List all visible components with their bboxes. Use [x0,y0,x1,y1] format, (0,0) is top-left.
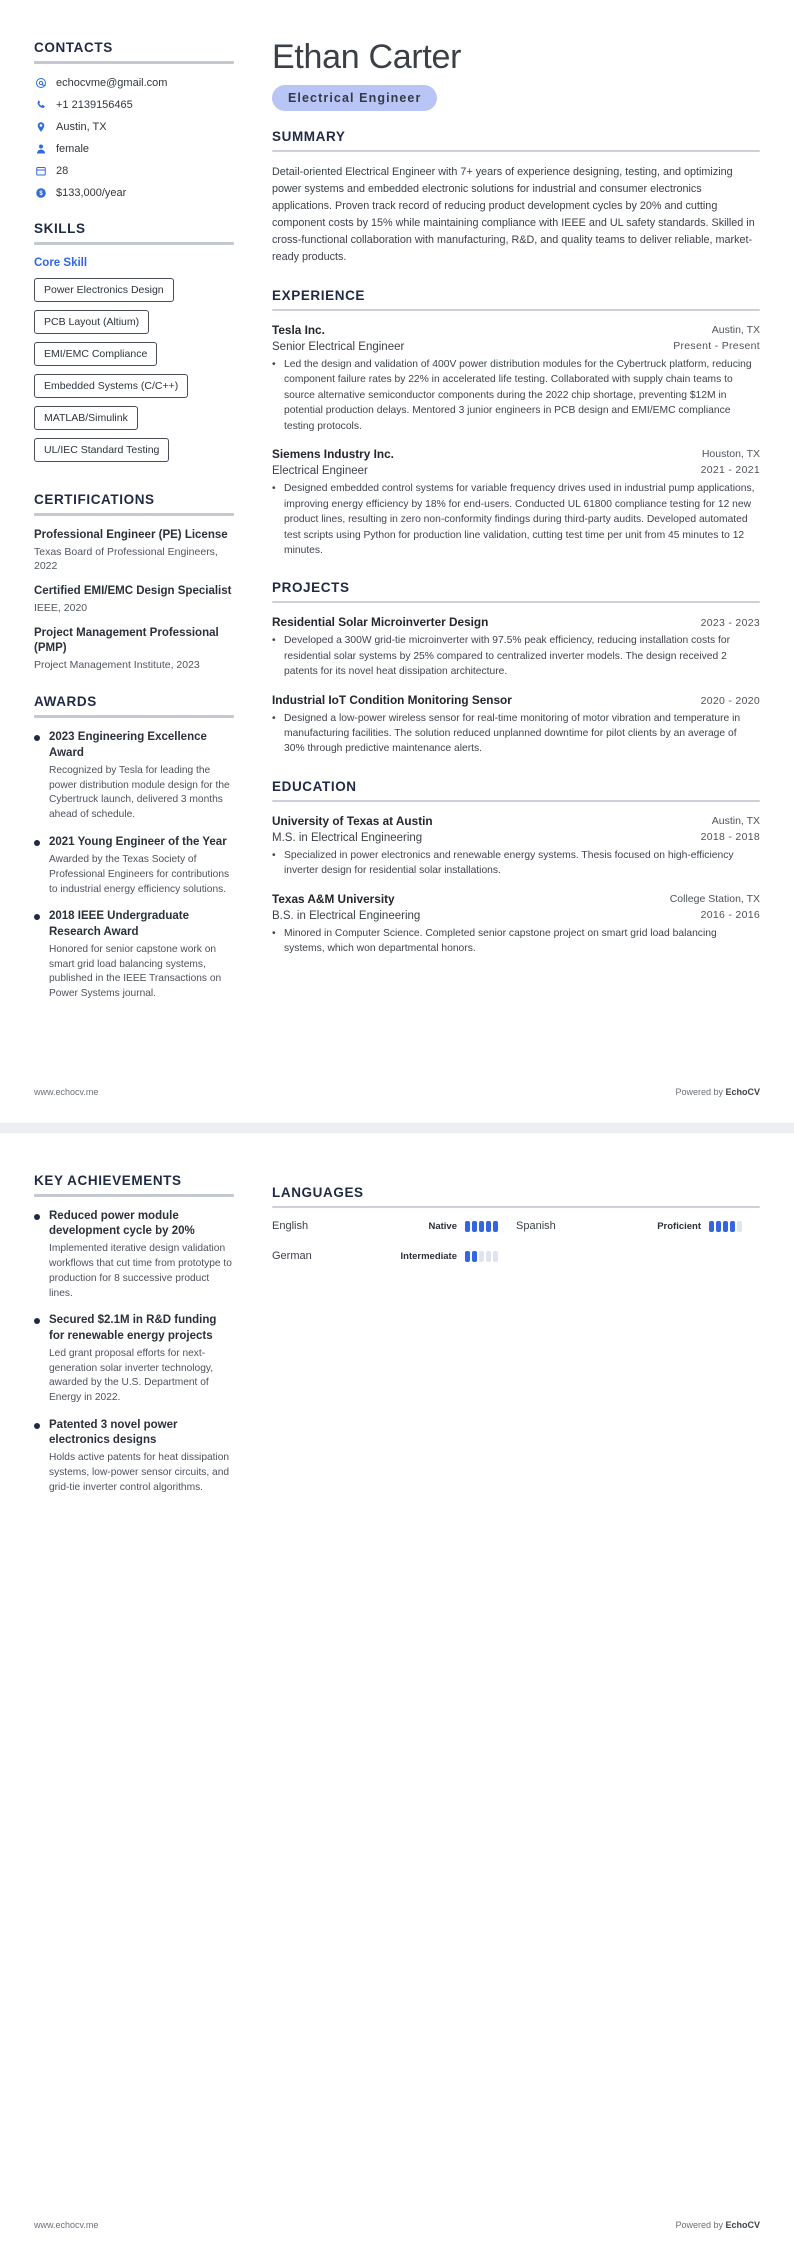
experience-bullet-text: Led the design and validation of 400V power distribution modules for the Cybertruck platform, reducing component failure rates by 22% in accelerated life testing. Collaborated with supply chain teams to source alternative semiconductor components during the 2022 chip shortage, preventing $12M in potential production delays. Mentored 3 junior engineers in PCB design and EMI/EMC compliance testing protocols. [284,358,752,432]
contact-value: Austin, TX [56,120,107,133]
bullet-marker-icon: • [272,358,276,370]
award-description: Awarded by the Texas Society of Professional Engineers for contributions to industrial energy efficiency solutions. [49,854,230,895]
award-body [49,835,234,898]
certification-name: Certified EMI/EMC Design Specialist [34,585,232,598]
skill-chip: Embedded Systems (C/C++) [34,374,188,398]
project-dates: 2020 - 2020 [700,694,760,707]
footer-branding [675,2220,760,2230]
sidebar-column [34,40,252,1024]
project-name: Industrial IoT Condition Monitoring Sensor [272,692,512,707]
certification-org: IEEE, 2020 [34,602,88,615]
education-degree-line [272,830,760,846]
award-title: 2021 Young Engineer of the Year [49,835,227,848]
experience-location: Houston, TX [701,448,760,461]
languages-section [272,1185,760,1262]
footer-branding [675,1087,760,1097]
language-item [272,1250,516,1262]
experience-heading: EXPERIENCE [272,287,366,303]
resume-page-2 [0,1133,794,2256]
project-bullets [272,633,760,679]
rating-dot [730,1221,735,1232]
language-name: Spanish [516,1220,556,1232]
project-name: Residential Solar Microinverter Design [272,615,489,630]
experience-section [272,288,760,558]
rating-dot [723,1221,728,1232]
location-pin-icon [34,120,47,133]
key-achievements-section [34,1173,234,1496]
rating-dot [479,1251,484,1262]
experience-org-line [272,447,760,463]
experience-job-title: Electrical Engineer [272,465,368,478]
salary-icon [34,186,47,199]
education-bullet [272,848,760,879]
bullet-dot-icon [34,840,40,846]
contacts-section [34,40,234,199]
skills-section [34,221,234,470]
contact-item-age [34,164,234,177]
resume-page-1 [0,0,794,1123]
page-1-footer [34,1087,760,1097]
skill-group-label: Core Skill [34,257,88,269]
main-column [252,40,760,979]
education-entry [272,892,760,957]
achievement-title: Reduced power module development cycle by 20% [49,1210,195,1238]
skill-chip: UL/IEC Standard Testing [34,438,169,462]
section-divider [272,800,760,802]
summary-section [272,129,760,266]
page-separator [0,1123,794,1133]
experience-job-title: Senior Electrical Engineer [272,340,405,353]
section-divider [272,601,760,603]
rating-dot [716,1221,721,1232]
rating-dot [493,1221,498,1232]
language-rating-group [401,1251,499,1262]
contact-item-phone[interactable] [34,98,234,111]
contact-item-location [34,120,234,133]
skill-chip: EMI/EMC Compliance [34,342,157,366]
language-rating-group [428,1221,498,1232]
certifications-heading: CERTIFICATIONS [34,492,155,507]
achievement-item [34,1313,234,1405]
certification-item [34,584,234,615]
footer-brand-name: EchoCV [725,2220,760,2230]
project-entry [272,693,760,757]
section-divider [272,309,760,311]
contact-value: echocvme@gmail.com [56,76,168,89]
award-title: 2018 IEEE Undergraduate Research Award [49,910,189,938]
award-body [49,909,234,1001]
awards-heading: AWARDS [34,694,97,710]
bullet-marker-icon: • [272,635,276,647]
sidebar-column-page2 [34,1173,252,1518]
education-org-line [272,892,760,908]
education-degree: B.S. in Electrical Engineering [272,909,421,922]
experience-entry [272,323,760,434]
award-description: Honored for senior capstone work on smart grid load balancing systems, published in the IEEE Transactions on Power Systems journal. [49,943,222,1000]
language-rating-dots [465,1251,498,1262]
languages-heading: LANGUAGES [272,1185,364,1200]
rating-dot [493,1251,498,1262]
email-icon [34,76,47,89]
rating-dot [472,1251,477,1262]
experience-bullets [272,481,760,558]
bullet-marker-icon: • [272,712,276,724]
certification-org: Project Management Institute, 2023 [34,659,200,672]
education-school: University of Texas at Austin [272,813,433,828]
rating-dot [465,1221,470,1232]
award-item [34,730,234,822]
page-2-columns [34,1173,760,1518]
contact-item-email[interactable] [34,76,234,89]
contact-value: female [56,142,90,155]
footer-website[interactable]: www.echocv.me [34,1087,99,1097]
education-bullets [272,848,760,879]
education-location: College Station, TX [669,892,760,905]
section-divider [34,242,234,245]
award-item [34,835,234,898]
bullet-marker-icon: • [272,849,276,861]
contacts-heading: CONTACTS [34,40,113,55]
education-entry [272,814,760,879]
candidate-name: Ethan Carter [272,38,462,76]
award-description: Recognized by Tesla for leading the power distribution module design for the Cybertruck launch, delivered 3 months ahead of schedule. [49,764,230,821]
education-bullets [272,926,760,957]
language-level: Native [428,1220,457,1232]
achievement-description: Holds active patents for heat dissipation systems, low-power sensor circuits, and grid-tie inverter control algorithms. [49,1452,230,1493]
experience-bullets [272,357,760,434]
section-divider [34,513,234,516]
skill-chip-list [34,278,234,470]
bullet-marker-icon: • [272,927,276,939]
education-org-line [272,814,760,830]
project-bullet-text: Designed a low-power wireless sensor for real-time monitoring of motor vibration and temperature in manufacturing facilities. The solution reduced unplanned downtime for pilot clients by an average of 30% through predictive maintenance alerts. [284,712,741,755]
projects-heading: PROJECTS [272,580,350,596]
rating-dot [479,1221,484,1232]
project-dates: 2023 - 2023 [700,617,760,630]
project-entry [272,615,760,679]
section-divider [34,61,234,64]
project-head-line [272,615,760,631]
achievement-body [49,1313,234,1405]
calendar-icon [34,164,47,177]
bullet-dot-icon [34,1423,40,1429]
projects-section [272,580,760,756]
bullet-dot-icon [34,1214,40,1220]
certifications-section [34,492,234,672]
awards-section [34,694,234,1001]
language-item [272,1220,516,1232]
skills-heading: SKILLS [34,221,86,236]
rating-dot [737,1221,742,1232]
resume-header [272,40,760,111]
language-level: Proficient [657,1220,701,1232]
footer-brand-name: EchoCV [725,1087,760,1097]
project-head-line [272,693,760,709]
achievement-title: Secured $2.1M in R&D funding for renewable energy projects [49,1314,217,1342]
education-dates: 2016 - 2016 [700,908,760,921]
summary-text: Detail-oriented Electrical Engineer with 7+ years of experience designing, testing, and optimizing power systems and embedded electronic solutions for industrial and consumer electronics applications. Proven track record of reducing product development cycles by 20% and cutting component costs by 15% while maintaining compliance with IEEE and UL safety standards. Skilled in cross-functional collaboration with manufacturing, R&D, and quality teams to deliver reliable, market-ready products. [272,165,755,263]
experience-dates: Present - Present [673,339,760,352]
award-item [34,909,234,1001]
education-degree-line [272,908,760,924]
award-title: 2023 Engineering Excellence Award [49,731,207,759]
footer-website[interactable]: www.echocv.me [34,2220,99,2230]
achievement-body [49,1418,234,1496]
achievement-item [34,1209,234,1301]
language-name: German [272,1250,312,1262]
language-rating-group [657,1221,742,1232]
skill-chip: Power Electronics Design [34,278,174,302]
contact-item-salary [34,186,234,199]
education-location: Austin, TX [711,814,760,827]
rating-dot [472,1221,477,1232]
achievement-body [49,1209,234,1301]
contact-value: 28 [56,164,69,177]
section-divider [272,150,760,152]
project-bullet-text: Developed a 300W grid-tie microinverter with 97.5% peak efficiency, reducing installation costs for residential solar systems by 25% compared to centralized inverter models. The design received 2 patents for its novel heat dissipation architecture. [284,635,731,678]
language-list [272,1220,760,1262]
certification-org: Texas Board of Professional Engineers, 2022 [34,545,218,573]
rating-dot [709,1221,714,1232]
rating-dot [486,1221,491,1232]
achievement-title: Patented 3 novel power electronics designs [49,1418,178,1447]
svg-text:$: $ [38,190,43,197]
achievement-description: Implemented iterative design validation workflows that cut time from prototype to production for 8 successive product lines. [49,1243,232,1299]
achievement-item [34,1418,234,1496]
language-rating-dots [709,1221,742,1232]
language-item [516,1220,760,1232]
bullet-marker-icon: • [272,483,276,495]
experience-title-line [272,339,760,355]
candidate-role-badge: Electrical Engineer [272,85,437,111]
experience-title-line [272,463,760,479]
project-bullet [272,633,760,679]
award-body [49,730,234,822]
contact-value: $133,000/year [56,186,127,199]
rating-dot [486,1251,491,1262]
education-heading: EDUCATION [272,778,357,794]
skill-chip: PCB Layout (Altium) [34,310,149,334]
section-divider [34,1194,234,1197]
certification-name: Project Management Professional (PMP) [34,627,219,655]
experience-bullet [272,357,760,434]
bullet-dot-icon [34,914,40,920]
language-name: English [272,1220,309,1232]
page-1-columns [34,40,760,1024]
experience-org-line [272,323,760,339]
experience-company: Siemens Industry Inc. [272,447,394,462]
section-divider [34,715,234,718]
person-icon [34,142,47,155]
contact-item-gender [34,142,234,155]
experience-location: Austin, TX [711,323,760,336]
education-dates: 2018 - 2018 [700,830,760,843]
certification-name: Professional Engineer (PE) License [34,529,228,541]
certification-item [34,528,234,573]
footer-powered-label: Powered by [675,1087,726,1097]
education-section [272,779,760,957]
project-bullet [272,711,760,757]
phone-icon [34,98,47,111]
project-bullets [272,711,760,757]
education-bullet-text: Specialized in power electronics and renewable energy systems. Thesis focused on high-efficiency inverter design for residential solar installations. [284,849,734,877]
education-bullet [272,926,760,957]
language-level: Intermediate [400,1250,457,1262]
experience-bullet [272,481,760,558]
achievement-description: Led grant proposal efforts for next-generation solar inverter technology, awarded by the U.S. Department of Energy in 2022. [49,1347,214,1404]
contact-value: +1 2139156465 [56,98,133,111]
certification-item [34,626,234,672]
bullet-dot-icon [34,1318,40,1324]
key-achievements-heading: KEY ACHIEVEMENTS [34,1173,182,1188]
rating-dot [465,1251,470,1262]
page-2-footer [34,2220,760,2230]
education-school: Texas A&M University [272,891,395,906]
main-column-page2 [252,1173,760,1284]
bullet-dot-icon [34,735,40,741]
footer-powered-label: Powered by [675,2220,726,2230]
language-rating-dots [465,1221,498,1232]
experience-entry [272,447,760,558]
experience-company: Tesla Inc. [272,322,325,337]
education-bullet-text: Minored in Computer Science. Completed senior capstone project on smart grid load balancing systems, which won departmental honors. [284,927,717,955]
skill-chip: MATLAB/Simulink [34,406,138,430]
experience-bullet-text: Designed embedded control systems for variable frequency drives used in industrial pump applications, improving energy efficiency by 18% for end-users. Conducted UL 61800 compliance testing for 12 new product lines, resulting in zero non-conformity findings during third-party audits. Developed automated test scripts using Python for production line validation, cutting test time per unit from 45 minutes to 12 minutes. [284,483,755,556]
experience-dates: 2021 - 2021 [700,464,760,477]
education-degree: M.S. in Electrical Engineering [272,831,423,844]
summary-heading: SUMMARY [272,128,346,144]
section-divider [272,1206,760,1208]
